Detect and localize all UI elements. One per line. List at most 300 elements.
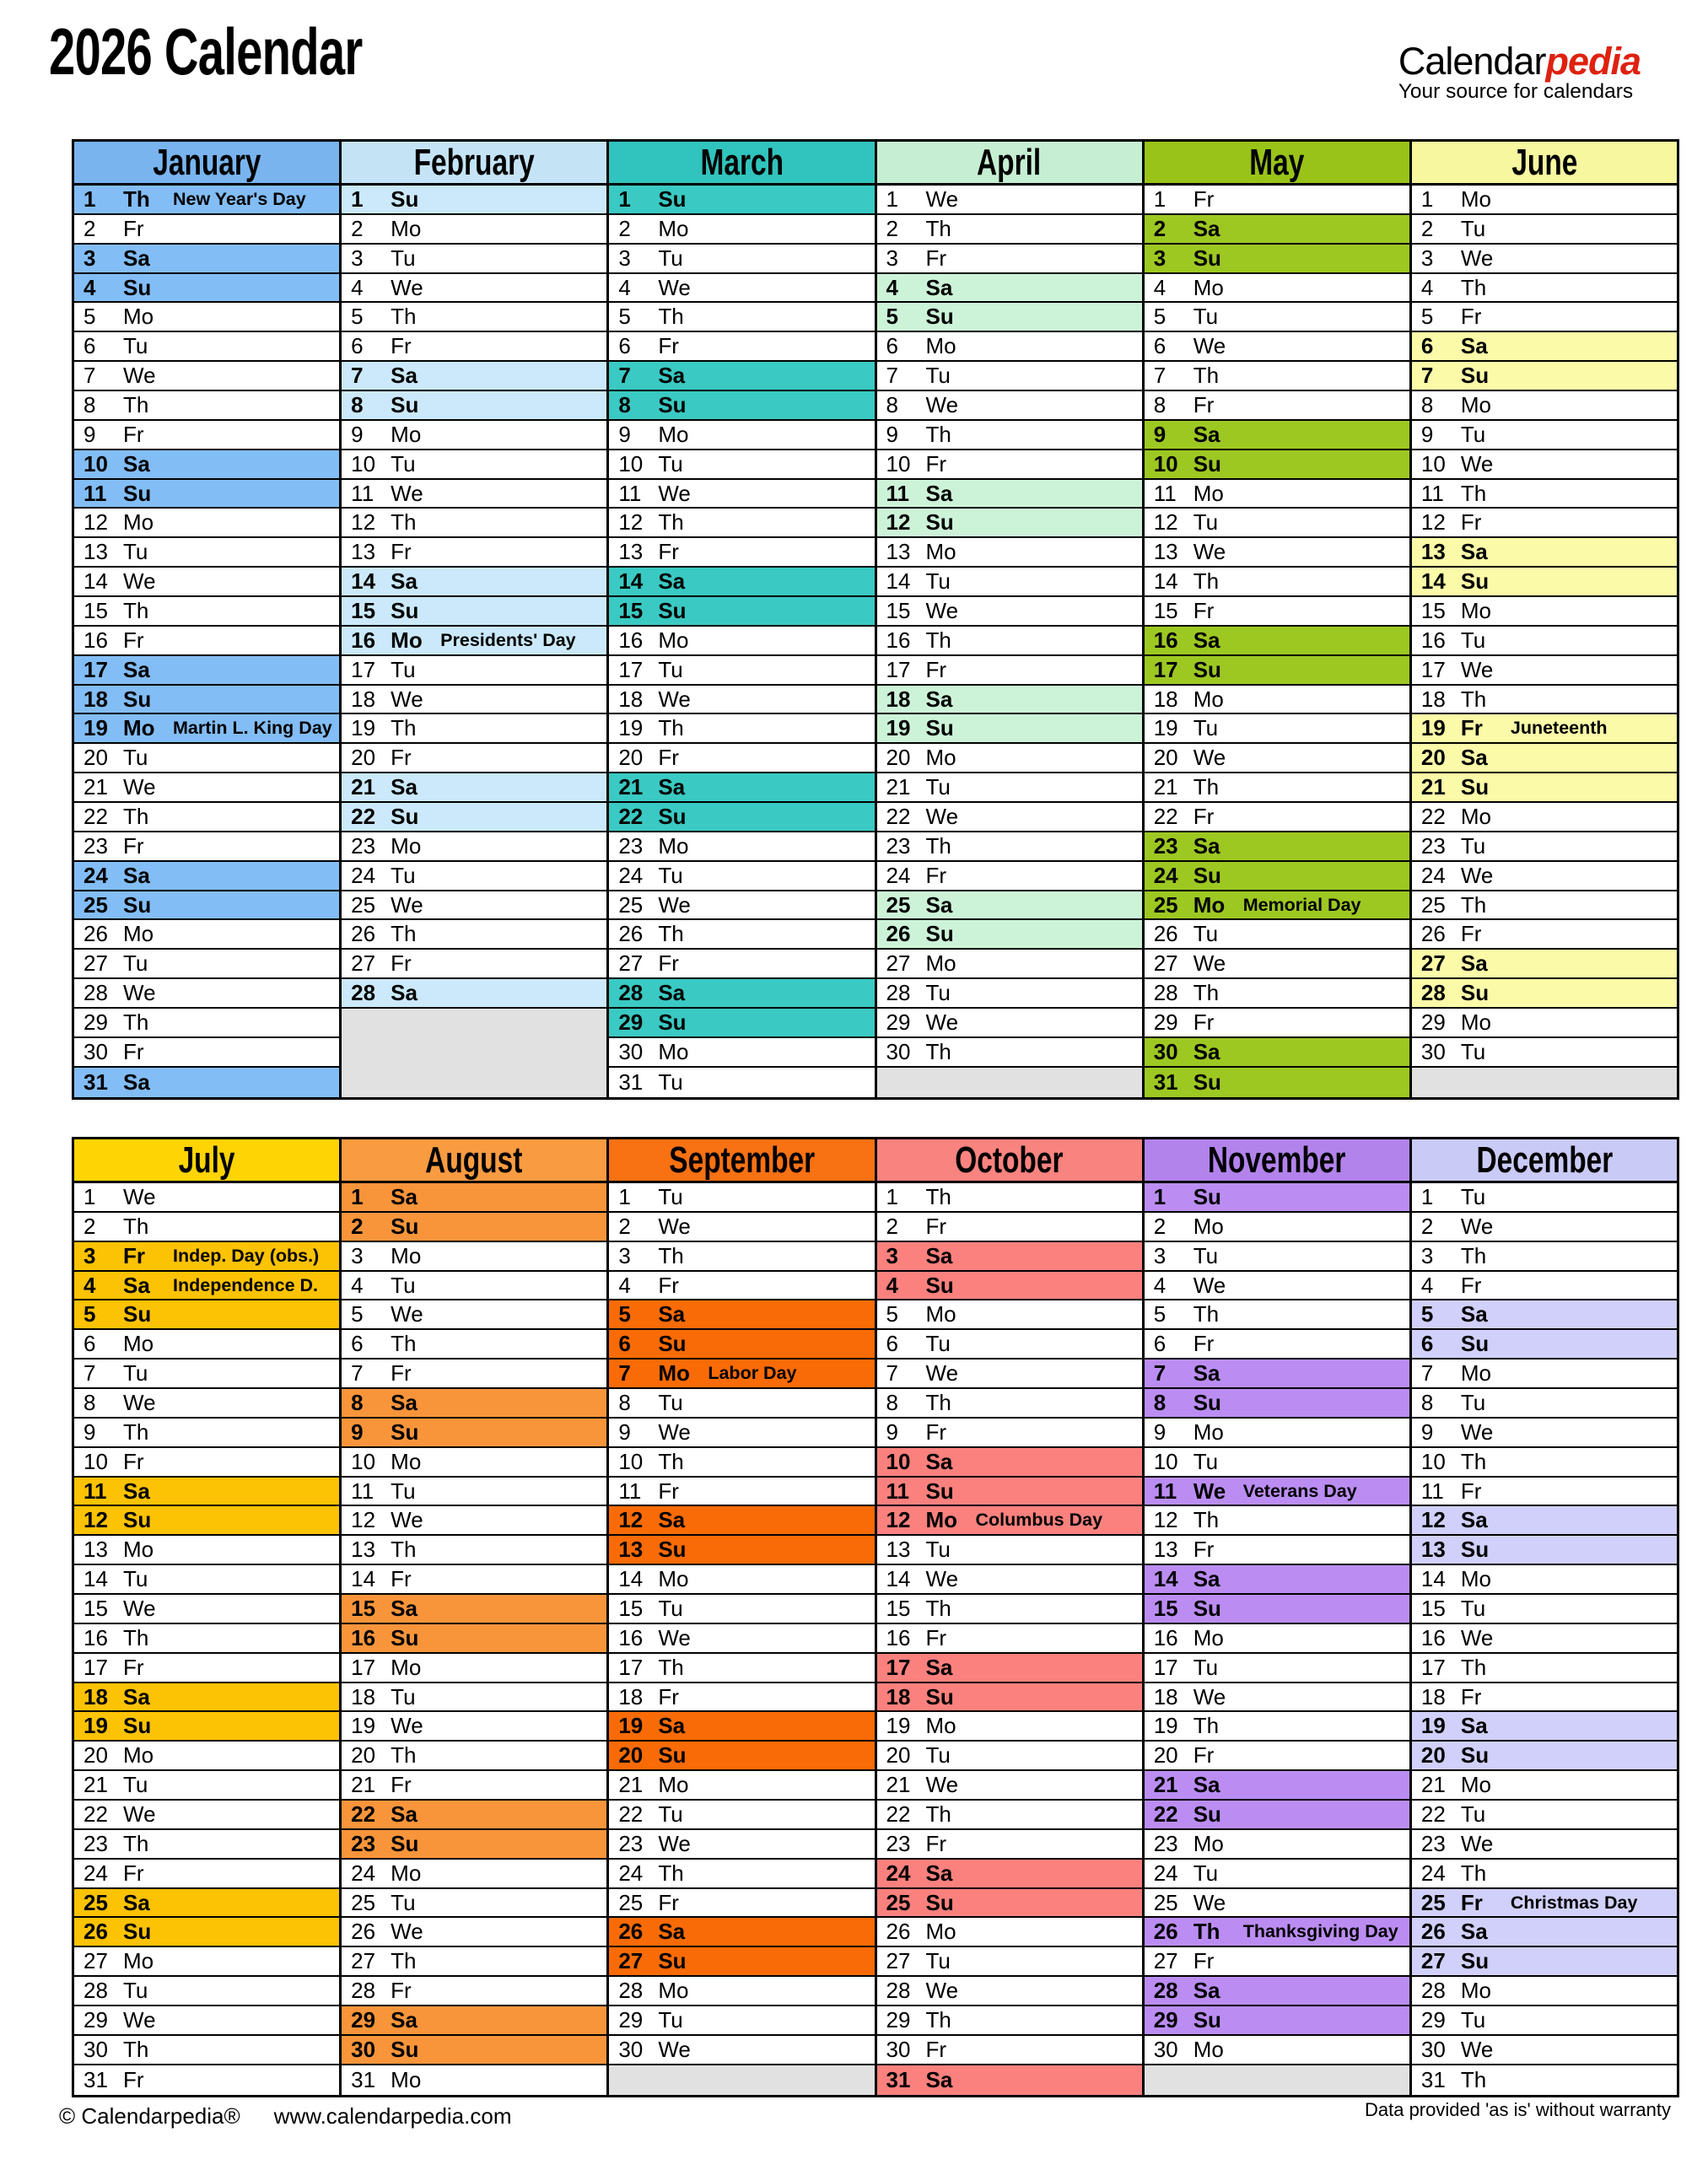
day-weekday: Mo <box>925 1507 958 1533</box>
day-weekday: We <box>658 1624 691 1650</box>
day-cell-may-24 <box>1145 862 1409 891</box>
day-number: 28 <box>351 1978 376 2004</box>
day-number: 31 <box>351 2066 376 2092</box>
month-header-june <box>1412 142 1677 186</box>
day-number: 5 <box>351 304 364 330</box>
day-weekday: Sa <box>1193 421 1220 447</box>
month-name: June <box>1511 141 1577 183</box>
day-number: 5 <box>84 1301 96 1327</box>
day-weekday: Su <box>123 1713 152 1739</box>
day-number: 18 <box>886 686 911 712</box>
day-number: 9 <box>618 421 631 447</box>
day-number: 5 <box>84 304 96 330</box>
day-number: 3 <box>618 1242 631 1268</box>
day-weekday: Su <box>1193 245 1221 271</box>
day-weekday: Th <box>1193 1713 1220 1739</box>
day-number: 5 <box>1420 304 1434 330</box>
day-cell-march-30 <box>609 1038 874 1068</box>
month-name: October <box>955 1139 1064 1181</box>
day-cell-december-22 <box>1412 1801 1677 1830</box>
day-number: 5 <box>618 1301 631 1327</box>
day-cell-december-29 <box>1412 2006 1677 2036</box>
day-number: 13 <box>1153 1537 1178 1563</box>
day-cell-september-1 <box>609 1183 874 1213</box>
day-weekday: Mo <box>1460 1978 1491 2004</box>
day-weekday: Fr <box>1460 1272 1482 1298</box>
day-cell-november-14 <box>1145 1565 1409 1595</box>
empty-cells <box>1412 1068 1677 1097</box>
day-cell-november-21 <box>1145 1771 1409 1801</box>
day-weekday: Tu <box>1193 1448 1219 1474</box>
day-cell-november-6 <box>1145 1330 1409 1359</box>
day-cell-april-5 <box>877 303 1142 332</box>
day-number: 11 <box>618 1478 642 1504</box>
day-number: 8 <box>351 1389 364 1415</box>
day-number: 21 <box>84 1772 108 1798</box>
day-weekday: We <box>1460 1419 1494 1445</box>
day-weekday: Mo <box>658 1038 689 1064</box>
day-weekday: Su <box>391 1419 419 1445</box>
month-name: January <box>152 141 261 183</box>
day-number: 13 <box>1420 1537 1446 1563</box>
day-cell-may-7 <box>1145 362 1409 391</box>
day-cell-march-22 <box>609 803 874 832</box>
day-weekday: Th <box>925 1183 951 1209</box>
day-weekday: Sa <box>925 1860 953 1886</box>
day-cell-may-14 <box>1145 568 1409 597</box>
day-weekday: Th <box>658 1860 684 1886</box>
day-weekday: Mo <box>123 1948 154 1974</box>
day-number: 9 <box>886 421 898 447</box>
day-weekday: Th <box>925 1595 951 1621</box>
day-number: 15 <box>618 1595 644 1621</box>
holiday-label: Indep. Day (obs.) <box>173 1245 320 1266</box>
day-cell-november-19 <box>1145 1712 1409 1742</box>
day-weekday: Th <box>123 2036 149 2062</box>
website-link[interactable]: www.calendarpedia.com <box>273 2103 512 2129</box>
day-weekday: Tu <box>391 450 416 476</box>
day-number: 14 <box>1153 1566 1178 1592</box>
day-weekday: Th <box>123 1830 149 1856</box>
day-number: 4 <box>1420 1272 1434 1298</box>
day-number: 6 <box>1420 333 1434 359</box>
day-number: 15 <box>1420 1595 1446 1621</box>
day-cell-september-13 <box>609 1536 874 1565</box>
month-name: August <box>425 1139 523 1181</box>
day-number: 13 <box>886 539 911 565</box>
day-number: 24 <box>886 862 911 888</box>
empty-cells <box>877 1068 1142 1097</box>
day-weekday: We <box>391 1713 423 1739</box>
day-cell-july-10 <box>74 1448 339 1478</box>
day-number: 29 <box>351 2006 376 2032</box>
day-cell-october-18 <box>877 1683 1142 1713</box>
day-number: 21 <box>618 1772 644 1798</box>
day-number: 5 <box>1420 1301 1434 1327</box>
day-cell-august-7 <box>342 1359 606 1389</box>
month-header-july <box>74 1139 339 1183</box>
day-weekday: Th <box>123 1624 149 1650</box>
day-weekday: Mo <box>658 215 689 241</box>
day-weekday: Tu <box>1193 509 1219 536</box>
day-number: 15 <box>1153 597 1178 623</box>
day-cell-june-20 <box>1412 744 1677 773</box>
day-weekday: Th <box>925 215 951 241</box>
day-number: 9 <box>351 421 364 447</box>
day-weekday: Sa <box>1193 832 1220 859</box>
day-cell-october-15 <box>877 1595 1142 1624</box>
day-cell-april-30 <box>877 1038 1142 1068</box>
day-number: 26 <box>351 921 376 947</box>
day-weekday: Sa <box>1193 1772 1220 1798</box>
day-number: 7 <box>1153 1360 1167 1386</box>
day-number: 21 <box>1420 1772 1446 1798</box>
day-weekday: Mo <box>658 1772 689 1798</box>
day-cell-january-7 <box>74 362 339 391</box>
day-cell-september-8 <box>609 1389 874 1419</box>
day-cell-january-3 <box>74 245 339 274</box>
day-weekday: Tu <box>658 245 683 271</box>
day-number: 12 <box>84 509 108 536</box>
day-cell-january-6 <box>74 332 339 362</box>
day-weekday: We <box>658 891 691 918</box>
month-days-january <box>74 186 339 1097</box>
day-weekday: Fr <box>123 421 144 447</box>
day-number: 14 <box>1420 1566 1446 1592</box>
day-weekday: Th <box>1193 1919 1220 1945</box>
day-weekday: Sa <box>1460 1919 1488 1945</box>
day-number: 15 <box>886 1595 911 1621</box>
day-number: 22 <box>1420 803 1446 829</box>
day-cell-february-23 <box>342 832 606 862</box>
day-cell-september-22 <box>609 1801 874 1830</box>
day-number: 18 <box>618 1683 644 1709</box>
day-number: 10 <box>1420 450 1446 476</box>
day-number: 28 <box>1153 1978 1178 2004</box>
day-cell-december-3 <box>1412 1242 1677 1272</box>
day-weekday: Sa <box>123 1069 150 1095</box>
day-number: 3 <box>351 245 364 271</box>
day-cell-september-15 <box>609 1595 874 1624</box>
day-weekday: We <box>925 391 959 417</box>
day-weekday: Su <box>658 391 687 417</box>
day-weekday: We <box>123 568 156 595</box>
day-cell-december-11 <box>1412 1478 1677 1507</box>
month-name: April <box>977 141 1042 183</box>
day-number: 22 <box>618 1801 644 1827</box>
day-weekday: Fr <box>123 1448 144 1474</box>
day-weekday: Th <box>1460 480 1487 506</box>
day-cell-may-8 <box>1145 391 1409 421</box>
day-number: 10 <box>84 1448 108 1474</box>
day-cell-october-13 <box>877 1536 1142 1565</box>
day-cell-august-22 <box>342 1801 606 1830</box>
day-number: 6 <box>84 1331 96 1357</box>
day-weekday: Sa <box>925 686 953 712</box>
day-number: 1 <box>886 1183 898 1209</box>
day-number: 8 <box>618 1389 631 1415</box>
day-weekday: Fr <box>1460 304 1482 330</box>
month-header-january <box>74 142 339 186</box>
day-weekday: Fr <box>1193 1537 1215 1563</box>
day-cell-may-21 <box>1145 773 1409 803</box>
day-number: 28 <box>1153 980 1178 1006</box>
day-cell-april-27 <box>877 950 1142 979</box>
day-number: 13 <box>351 539 376 565</box>
day-number: 4 <box>84 1272 96 1298</box>
day-weekday: Su <box>925 1889 954 1915</box>
day-cell-june-4 <box>1412 274 1677 304</box>
calendarpedia-logo[interactable] <box>1398 42 1641 103</box>
day-number: 22 <box>351 1801 376 1827</box>
page-title: 2026 Calendar <box>49 14 363 89</box>
day-cell-august-9 <box>342 1419 606 1448</box>
day-cell-november-26 <box>1145 1918 1409 1947</box>
day-weekday: We <box>1460 1213 1494 1239</box>
day-weekday: Fr <box>658 1889 679 1915</box>
day-weekday: Mo <box>123 921 154 947</box>
day-cell-april-17 <box>877 656 1142 686</box>
day-cell-november-16 <box>1145 1624 1409 1654</box>
day-weekday: Su <box>925 921 954 947</box>
day-weekday: We <box>658 480 691 506</box>
day-number: 17 <box>84 1654 108 1680</box>
day-number: 11 <box>84 1478 107 1504</box>
day-weekday: We <box>1460 862 1494 888</box>
day-weekday: Fr <box>123 215 144 241</box>
day-number: 25 <box>84 1889 108 1915</box>
day-cell-august-24 <box>342 1860 606 1889</box>
day-cell-february-28 <box>342 979 606 1009</box>
day-number: 6 <box>1153 1331 1167 1357</box>
day-weekday: We <box>123 1801 156 1827</box>
day-weekday: We <box>1193 333 1226 359</box>
day-weekday: Fr <box>1193 803 1215 829</box>
day-weekday: Su <box>123 274 152 300</box>
day-number: 24 <box>84 1860 108 1886</box>
day-number: 17 <box>1420 1654 1446 1680</box>
day-weekday: Fr <box>658 1272 679 1298</box>
holiday-label: Juneteenth <box>1510 718 1608 739</box>
day-cell-july-1 <box>74 1183 339 1213</box>
day-weekday: Su <box>925 1478 954 1504</box>
day-number: 30 <box>351 2036 376 2062</box>
day-weekday: We <box>925 1009 959 1035</box>
day-cell-march-14 <box>609 568 874 597</box>
day-number: 16 <box>351 627 376 653</box>
day-weekday: Tu <box>123 1772 148 1798</box>
day-weekday: Th <box>123 186 150 212</box>
day-weekday: Su <box>1460 568 1490 595</box>
day-cell-october-29 <box>877 2006 1142 2036</box>
month-column-april <box>877 142 1145 1097</box>
day-number: 7 <box>618 1360 631 1386</box>
day-cell-may-3 <box>1145 245 1409 274</box>
logo-calendar-text: Calendar <box>1398 40 1546 83</box>
day-number: 23 <box>618 1830 644 1856</box>
day-cell-january-19 <box>74 714 339 744</box>
day-number: 8 <box>1420 1389 1434 1415</box>
day-weekday: Sa <box>925 480 953 506</box>
day-weekday: Mo <box>1193 686 1224 712</box>
day-weekday: Su <box>658 1009 687 1035</box>
day-number: 23 <box>1420 1830 1446 1856</box>
logo-wordmark <box>1398 40 1641 83</box>
day-cell-september-23 <box>609 1830 874 1860</box>
day-cell-march-10 <box>609 450 874 480</box>
day-weekday: We <box>925 1978 959 2004</box>
day-number: 26 <box>351 1919 376 1945</box>
day-cell-december-20 <box>1412 1742 1677 1771</box>
day-number: 24 <box>618 1860 644 1886</box>
day-number: 26 <box>1153 1919 1178 1945</box>
day-weekday: Mo <box>1193 1419 1224 1445</box>
day-cell-june-11 <box>1412 480 1677 509</box>
day-number: 20 <box>1420 1742 1446 1769</box>
day-number: 11 <box>351 480 374 506</box>
day-number: 7 <box>886 1360 898 1386</box>
day-cell-january-5 <box>74 303 339 332</box>
day-weekday: Tu <box>123 745 148 771</box>
day-number: 1 <box>84 1183 96 1209</box>
day-number: 12 <box>1153 1507 1178 1533</box>
day-weekday: Sa <box>391 363 418 389</box>
day-number: 9 <box>1153 1419 1167 1445</box>
day-cell-july-26 <box>74 1918 339 1947</box>
day-weekday: We <box>123 363 156 389</box>
day-weekday: Tu <box>1460 1801 1486 1827</box>
day-weekday: Th <box>1193 980 1220 1006</box>
day-number: 17 <box>351 1654 376 1680</box>
day-cell-may-16 <box>1145 627 1409 656</box>
day-number: 30 <box>618 1038 644 1064</box>
day-cell-february-2 <box>342 215 606 245</box>
day-cell-august-31 <box>342 2065 606 2095</box>
day-cell-november-25 <box>1145 1889 1409 1919</box>
day-cell-june-22 <box>1412 803 1677 832</box>
day-cell-may-12 <box>1145 509 1409 538</box>
day-number: 20 <box>84 1742 108 1769</box>
day-cell-july-2 <box>74 1213 339 1242</box>
day-number: 25 <box>886 891 911 918</box>
day-cell-december-31 <box>1412 2065 1677 2095</box>
day-cell-december-12 <box>1412 1506 1677 1536</box>
day-number: 14 <box>618 568 644 595</box>
day-cell-may-25 <box>1145 891 1409 921</box>
day-number: 2 <box>1420 215 1434 241</box>
day-number: 9 <box>351 1419 364 1445</box>
day-cell-april-24 <box>877 862 1142 891</box>
day-number: 28 <box>84 1978 108 2004</box>
day-weekday: Mo <box>1193 274 1224 300</box>
day-cell-october-10 <box>877 1448 1142 1478</box>
day-number: 12 <box>1420 1507 1446 1533</box>
day-weekday: Th <box>658 1654 684 1680</box>
day-cell-january-27 <box>74 950 339 979</box>
day-weekday: Tu <box>658 656 683 682</box>
day-cell-march-27 <box>609 950 874 979</box>
day-weekday: Mo <box>391 421 422 447</box>
day-cell-october-14 <box>877 1565 1142 1595</box>
month-header-september <box>609 1139 874 1183</box>
day-weekday: Th <box>925 1801 951 1827</box>
day-cell-august-30 <box>342 2036 606 2065</box>
day-cell-february-26 <box>342 920 606 950</box>
day-cell-june-15 <box>1412 597 1677 627</box>
day-cell-april-28 <box>877 979 1142 1009</box>
day-weekday: Mo <box>925 950 956 977</box>
month-column-february <box>342 142 609 1097</box>
day-weekday: Sa <box>391 2006 418 2032</box>
day-number: 3 <box>1420 245 1434 271</box>
day-cell-august-28 <box>342 1977 606 2006</box>
day-cell-july-17 <box>74 1654 339 1683</box>
day-cell-june-10 <box>1412 450 1677 480</box>
day-weekday: Su <box>1460 1331 1490 1357</box>
day-weekday: Su <box>391 391 419 417</box>
day-number: 21 <box>886 1772 911 1798</box>
day-cell-august-16 <box>342 1624 606 1654</box>
day-cell-september-25 <box>609 1889 874 1919</box>
day-weekday: Tu <box>658 1595 683 1621</box>
day-number: 24 <box>886 1860 911 1886</box>
day-number: 25 <box>84 891 108 918</box>
day-weekday: Tu <box>391 1272 416 1298</box>
day-cell-october-17 <box>877 1654 1142 1683</box>
day-cell-june-18 <box>1412 686 1677 715</box>
day-cell-september-18 <box>609 1683 874 1713</box>
day-weekday: Mo <box>658 1566 689 1592</box>
day-number: 21 <box>1420 774 1446 800</box>
day-cell-august-18 <box>342 1683 606 1713</box>
day-weekday: Sa <box>658 774 686 800</box>
day-number: 9 <box>1420 421 1434 447</box>
day-weekday: Tu <box>123 950 148 977</box>
day-weekday: Sa <box>1193 1566 1220 1592</box>
day-cell-november-7 <box>1145 1359 1409 1389</box>
day-cell-november-15 <box>1145 1595 1409 1624</box>
day-cell-october-12 <box>877 1506 1142 1536</box>
month-days-october <box>877 1183 1142 2095</box>
day-cell-january-22 <box>74 803 339 832</box>
day-cell-december-14 <box>1412 1565 1677 1595</box>
day-cell-june-5 <box>1412 303 1677 332</box>
day-number: 26 <box>1420 921 1446 947</box>
day-weekday: Fr <box>925 656 947 682</box>
day-weekday: Th <box>1460 1448 1487 1474</box>
day-number: 3 <box>1153 1242 1167 1268</box>
day-weekday: Sa <box>925 1448 953 1474</box>
day-cell-april-12 <box>877 509 1142 538</box>
day-cell-february-20 <box>342 744 606 773</box>
day-number: 31 <box>886 2066 911 2092</box>
day-cell-january-13 <box>74 538 339 568</box>
day-number: 3 <box>618 245 631 271</box>
day-number: 3 <box>1420 1242 1434 1268</box>
day-number: 10 <box>618 450 644 476</box>
day-number: 13 <box>618 539 644 565</box>
day-number: 22 <box>886 1801 911 1827</box>
day-cell-december-21 <box>1412 1771 1677 1801</box>
day-cell-july-3 <box>74 1242 339 1272</box>
day-number: 9 <box>618 1419 631 1445</box>
day-cell-november-29 <box>1145 2006 1409 2036</box>
day-cell-september-17 <box>609 1654 874 1683</box>
day-cell-november-2 <box>1145 1213 1409 1242</box>
day-cell-july-14 <box>74 1565 339 1595</box>
day-number: 20 <box>886 745 911 771</box>
day-weekday: Mo <box>1193 1830 1224 1856</box>
